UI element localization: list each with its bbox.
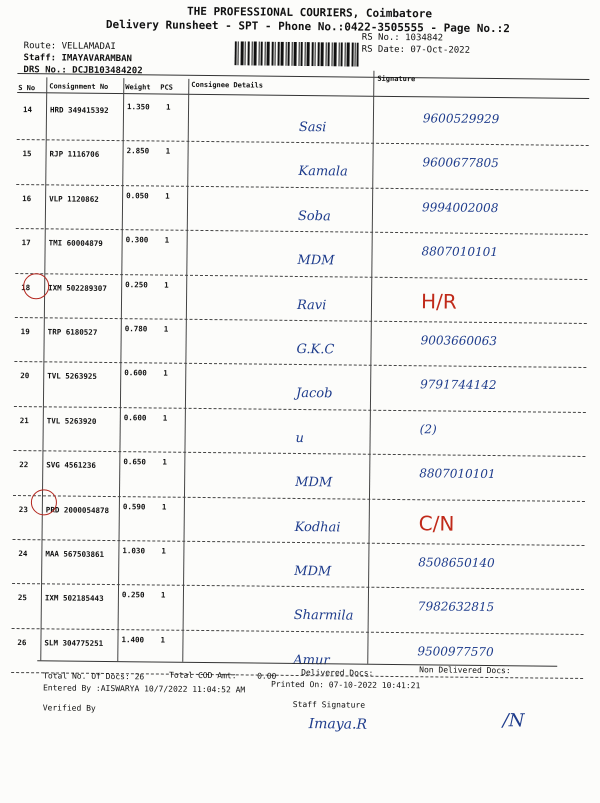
row-weight: 0.250 [121, 590, 145, 600]
row-separator [14, 406, 586, 413]
row-consignment: TRP 6180527 [47, 327, 98, 337]
col-weight: Weight [125, 83, 151, 92]
staff-signature-label: Staff Signature [292, 699, 366, 710]
row-consignee-name: Ravi [296, 297, 327, 313]
row-pcs: 1 [162, 457, 167, 467]
row-consignment: RJP 1116706 [49, 149, 100, 160]
non-delivered-docs: Non Delivered Docs: [419, 665, 511, 676]
col-divider [117, 78, 124, 661]
corner-handwritten-mark: /N [502, 710, 525, 732]
printed-on: Printed On: 07-10-2022 10:41:21 [270, 679, 421, 691]
row-signature: H/R [420, 288, 457, 314]
row-consignee-name: Kamala [298, 164, 348, 180]
row-pcs: 1 [164, 280, 169, 290]
total-cod-label: Total COD Amt: [169, 670, 237, 681]
row-separator [14, 361, 586, 368]
row-pcs: 1 [165, 146, 171, 157]
row-weight: 1.400 [121, 634, 145, 645]
row-separator [12, 583, 584, 590]
row-weight: 0.050 [126, 190, 149, 201]
verified-by: Verified By [42, 703, 96, 713]
col-consignee: Consignee Details [191, 80, 263, 90]
row-sno: 14 [22, 105, 33, 115]
runsheet-title: Delivery Runsheet - SPT - Phone No.:0422-3505555 - Page No.:2 [105, 17, 510, 36]
row-pcs: 1 [162, 413, 168, 423]
row-consignment: HRD 349415392 [49, 105, 109, 115]
row-pcs: 1 [164, 235, 170, 245]
delivered-docs: Delivered Docs: [301, 668, 374, 678]
row-consignee-name: MDM [295, 475, 333, 491]
row-sno: 23 [18, 504, 28, 514]
row-signature: 8807010101 [421, 244, 498, 260]
route-label: Route: VELLAMADAI [23, 41, 116, 53]
row-pcs: 1 [161, 546, 166, 556]
header-top-rule [17, 73, 589, 80]
row-separator [15, 273, 587, 280]
row-sno: 20 [20, 371, 30, 381]
total-cod-value: 0.00 [257, 671, 277, 681]
row-separator [13, 450, 585, 457]
row-sno: 22 [19, 460, 29, 470]
row-weight: 1.350 [127, 102, 150, 112]
row-pcs: 1 [163, 324, 169, 334]
row-consignment: PRD 2000054878 [45, 504, 110, 515]
rs-number: RS No.: 1034842 [361, 32, 444, 44]
row-sno: 26 [17, 637, 27, 647]
row-sno: 24 [18, 549, 28, 559]
row-consignment: SLM 304775251 [44, 638, 104, 648]
row-weight: 0.780 [124, 324, 148, 334]
col-sno: S No [18, 84, 36, 93]
row-consignee-name: Jacob [295, 386, 333, 402]
row-sno: 17 [21, 238, 31, 248]
row-pcs: 1 [166, 102, 171, 112]
row-signature: C/N [418, 510, 455, 536]
row-separator [12, 628, 584, 635]
row-pcs: 1 [160, 590, 166, 600]
col-divider [367, 71, 374, 664]
row-signature: 9791744142 [420, 377, 497, 393]
row-separator [13, 539, 585, 546]
row-consignee-name: MDM [297, 253, 335, 269]
row-separator [16, 184, 588, 191]
entered-by: Entered By :AISWARYA 10/7/2022 11:04:52 AM [42, 683, 246, 695]
row-separator [17, 139, 589, 146]
row-pcs: 1 [165, 191, 170, 201]
row-weight: 0.300 [125, 235, 149, 245]
row-sno: 19 [20, 327, 30, 337]
row-consignment: TVL 5263925 [47, 371, 97, 382]
row-signature: 9600529929 [422, 111, 500, 127]
row-signature: 9003660063 [420, 333, 498, 349]
row-sno: 21 [19, 415, 29, 425]
col-divider [182, 79, 189, 662]
row-weight: 1.030 [122, 546, 146, 556]
rs-date: RS Date: 07-Oct-2022 [361, 44, 471, 56]
staff-handwritten-signature: Imaya.R [308, 716, 368, 733]
row-consignee-name: Sharmila [293, 608, 354, 624]
barcode-image [235, 41, 359, 66]
row-signature: 9500977570 [417, 644, 494, 659]
col-pcs: PCS [160, 83, 173, 92]
row-signature: 9994002008 [421, 200, 499, 215]
row-weight: 0.600 [123, 412, 147, 423]
row-weight: 0.250 [125, 279, 148, 289]
row-consignee-name: Sasi [298, 119, 327, 136]
row-sno: 16 [22, 193, 32, 203]
row-signature: 9600677805 [422, 155, 499, 171]
row-consignee-name: MDM [294, 563, 332, 580]
row-signature: (2) [419, 422, 437, 437]
row-pcs: 1 [160, 635, 166, 645]
col-consignment: Consignment No [49, 82, 109, 91]
company-title: THE PROFESSIONAL COURIERS, Coimbatore [186, 4, 433, 21]
row-pcs: 1 [163, 368, 168, 379]
row-sno: 25 [17, 593, 27, 603]
row-consignment: SVG 4561236 [46, 460, 97, 471]
row-signature: 7982632815 [417, 599, 495, 615]
row-separator [13, 495, 585, 502]
row-separator [15, 317, 587, 324]
row-signature: 8807010101 [419, 466, 496, 482]
row-consignee-name: u [295, 430, 305, 446]
header-bottom-rule [17, 92, 589, 99]
row-consignment: VLP 1120862 [49, 194, 99, 204]
row-consignee-name: Kodhai [294, 519, 341, 536]
drs-label: DRS No.: DCJB103484202 [23, 65, 143, 77]
red-circle-mark [31, 489, 57, 515]
row-signature: 8508650140 [418, 555, 495, 571]
col-divider [40, 77, 47, 660]
row-consignee-name: G.K.C [296, 341, 335, 358]
row-consignment: TVL 5263920 [46, 416, 97, 426]
row-consignment: MAA 567503861 [45, 549, 105, 559]
row-consignment: TMI 60004879 [48, 238, 103, 249]
row-weight: 0.600 [124, 368, 147, 378]
row-sno: 18 [21, 282, 31, 292]
row-consignee-name: Soba [297, 208, 331, 225]
staff-label: Staff: IMAYAVARAMBAN [23, 53, 132, 65]
row-consignee-name: Amur [293, 652, 330, 669]
red-circle-mark [23, 273, 49, 299]
row-consignment: IXM 502289307 [48, 282, 107, 293]
row-weight: 0.590 [122, 501, 146, 511]
row-consignment: IXM 502185443 [44, 593, 104, 604]
total-docs: Total No. Of Docs: 26 [43, 671, 145, 682]
row-separator [16, 228, 588, 235]
row-weight: 2.850 [126, 146, 150, 156]
row-pcs: 1 [161, 502, 167, 512]
col-signature: Signature [377, 74, 416, 84]
row-sno: 15 [22, 149, 32, 159]
row-weight: 0.650 [123, 457, 146, 467]
